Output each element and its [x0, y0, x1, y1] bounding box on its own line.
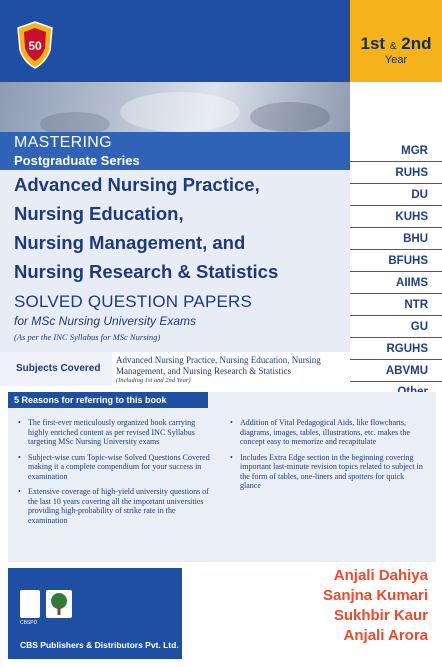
reasons-column-left [18, 418, 214, 531]
reason-item: • Includes Extra Edge section in the beginning covering important last-minute revision topics related to subject in the form of tables, one-liners and spotters for quick glance [230, 453, 426, 491]
university-list [350, 140, 442, 385]
subjects-note: (Including 1st and 2nd Year) [116, 377, 191, 384]
shield-logo-icon [14, 20, 56, 70]
title-panel [0, 82, 350, 352]
author-name: Sukhbir Kaur [333, 607, 428, 624]
university-item: BHU [350, 228, 442, 250]
reasons-box [8, 392, 436, 562]
reasons-column-right [230, 418, 426, 497]
publisher-box [8, 568, 182, 659]
year-first: 1st [360, 34, 386, 53]
solved-papers-label: SOLVED QUESTION PAPERS [14, 292, 253, 311]
university-item: MGR [350, 140, 442, 162]
university-item: AIIMS [350, 272, 442, 294]
cbs-logo-icon [20, 590, 40, 618]
reason-item: • The first-ever meticulously organized book carrying highly enriched content as per revised INC Syllabus targeting MSc Nursing University exams [18, 418, 214, 447]
publisher-name: CBS Publishers & Distributors Pvt. Ltd. [20, 640, 179, 650]
reasons-heading: 5 Reasons for referring to this book [8, 392, 208, 408]
series-label: Postgraduate Series [14, 153, 140, 168]
title-line-1: Advanced Nursing Practice, [14, 174, 260, 195]
year-sub-label: Year [384, 54, 408, 66]
university-item: ABVMU [350, 360, 442, 382]
subjects-text: Advanced Nursing Practice, Nursing Education, Nursing Management, and Nursing Research & Statistics [116, 355, 321, 376]
university-item: NTR [350, 294, 442, 316]
university-item: GU [350, 316, 442, 338]
university-item: DU [350, 184, 442, 206]
university-item: RGUHS [350, 338, 442, 360]
main-title-block [0, 170, 350, 352]
subjects-covered [0, 352, 350, 386]
title-line-3: Nursing Management, and [14, 232, 246, 253]
mastering-label: MASTERING [14, 134, 112, 151]
top-banner [0, 0, 350, 82]
year-amp: & [389, 41, 397, 52]
inc-syllabus-note: (As per the INC Syllabus for MSc Nursing) [14, 332, 161, 342]
author-name: Anjali Dahiya [333, 567, 428, 584]
year-badge [350, 0, 442, 82]
year-second: 2nd [401, 34, 432, 53]
title-line-4: Nursing Research & Statistics [14, 261, 279, 282]
reason-item: • Extensive coverage of high-yield university questions of the last 10 years covering all the important universities providing high-probability of strike rate in the examination [18, 487, 214, 525]
university-item: BFUHS [350, 250, 442, 272]
reason-item: • Addition of Vital Pedagogical Aids, like flowcharts, diagrams, images, tables, illustrations, etc. makes the concept easy to memorize and recapitulate [230, 418, 426, 447]
publisher-logo-text: CBSPD [20, 620, 38, 626]
university-item: RUHS [350, 162, 442, 184]
subjects-label: Subjects Covered [0, 352, 112, 386]
msc-label: for MSc Nursing University Exams [14, 314, 197, 328]
svg-text:50: 50 [28, 39, 42, 53]
reason-item: • Subject-wise cum Topic-wise Solved Questions Covered making it a complete compendium for your success in examination [18, 453, 214, 482]
authors-list [323, 566, 428, 646]
author-name: Anjali Arora [343, 627, 428, 644]
tree-logo-icon [46, 590, 72, 618]
author-name: Sanjna Kumari [322, 587, 428, 604]
title-line-2: Nursing Education, [14, 203, 184, 224]
year-label [350, 34, 442, 54]
university-item: KUHS [350, 206, 442, 228]
series-band [0, 132, 350, 170]
